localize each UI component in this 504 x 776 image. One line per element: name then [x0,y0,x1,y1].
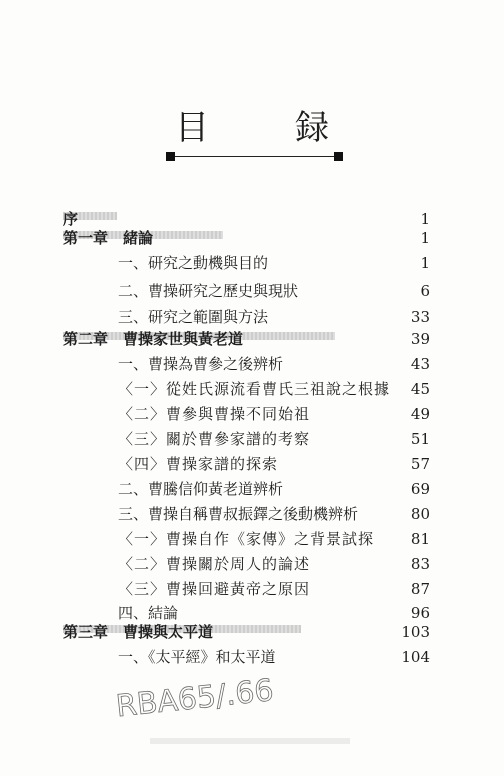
toc-entry-title: 〈二〉曹操關於周人的論述 [118,555,311,573]
toc-entry-title: 〈一〉從姓氏源流看曹氏三祖說之根據 [118,380,391,398]
toc-entry-title: 〈三〉曹操回避黃帝之原因 [118,580,311,598]
toc-entry-page: 83 [410,555,430,573]
toc-entry-title: 四、結論 [118,604,179,622]
toc-entry [0,352,504,376]
toc-entry [0,477,504,501]
rule-end-left [166,152,175,161]
toc-entry-title: 二、曹操研究之歷史與現狀 [118,282,299,300]
toc-entry-title: 二、曹騰信仰黃老道辨析 [118,480,284,498]
toc-entry-page: 1 [420,254,430,272]
toc-entry-title: 第一章 緒論 [63,229,154,247]
toc-entry [0,552,504,576]
toc-entry-page: 57 [410,455,430,473]
title-rule [170,156,342,157]
toc-entry-page: 33 [410,308,430,326]
toc-entry [0,305,504,329]
toc-entry-title: 〈三〉關於曹參家譜的考察 [118,430,311,448]
toc-entry [0,427,504,451]
toc-entry-title: 一、曹操為曹參之後辨析 [118,355,284,373]
scan-smudge [150,738,350,744]
toc-entry-page: 96 [410,604,430,622]
toc-entry [0,645,504,669]
toc-entry-page: 51 [410,430,430,448]
toc-entry-page: 45 [410,380,430,398]
toc-entry [0,452,504,476]
toc-entry [0,327,504,351]
toc-entry-page: 69 [410,480,430,498]
toc-entry-title: 〈四〉曹操家譜的探索 [118,455,279,473]
page-title: 目 録 [175,108,355,148]
toc-entry-page: 39 [410,330,430,348]
toc-entry-title: 〈二〉曹參與曹操不同始祖 [118,405,311,423]
toc-entry [0,620,504,644]
toc-entry-title: 三、曹操自稱曹叔振鐸之後動機辨析 [118,505,359,523]
handwritten-note-text: RBA65/.66 [114,673,276,725]
rule-end-right [334,152,343,161]
toc-entry-page: 1 [420,229,430,247]
toc-entry [0,377,504,401]
toc-entry [0,502,504,526]
toc-entry-title: 第三章 曹操與太平道 [63,623,214,641]
toc-entry-title: 三、研究之範圍與方法 [118,308,269,326]
toc-entry-page: 43 [410,355,430,373]
toc-entry [0,527,504,551]
toc-entry-title: 一、研究之動機與目的 [118,254,269,272]
toc-entry-page: 80 [410,505,430,523]
toc-entry-title: 序 [63,210,79,228]
handwritten-note [112,668,282,732]
toc-entry-page: 81 [410,530,430,548]
toc-entry [0,226,504,250]
toc-entry-page: 49 [410,405,430,423]
toc-entry-title: 〈一〉曹操自作《家傳》之背景試探 [118,530,375,548]
toc-entry [0,402,504,426]
toc-entry-title: 一、《太平經》和太平道 [118,648,276,666]
toc-entry [0,251,504,275]
toc-entry-page: 87 [410,580,430,598]
toc-entry [0,577,504,601]
toc-entry-page: 103 [401,623,430,641]
toc-entry [0,279,504,303]
toc-entry-page: 104 [401,648,430,666]
toc-entry-page: 6 [420,282,430,300]
toc-entry-page: 1 [420,210,430,228]
toc-entry-title: 第二章 曹操家世與黃老道 [63,330,244,348]
